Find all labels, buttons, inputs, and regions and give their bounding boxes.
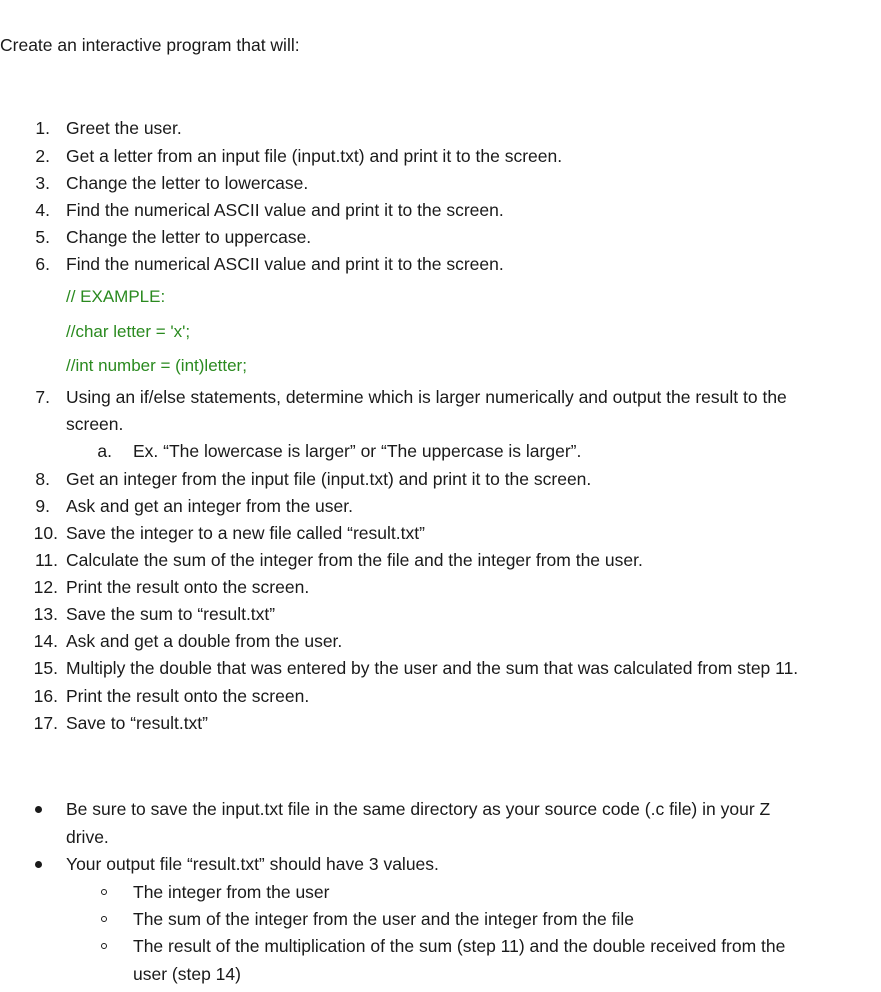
step-text: Calculate the sum of the integer from the file and the integer from the user. — [66, 550, 643, 570]
circle-bullet-icon — [101, 916, 107, 922]
sub-note-text: The integer from the user — [133, 882, 330, 902]
step-text: Multiply the double that was entered by the user and the sum that was calculated from step 11. — [66, 658, 799, 678]
step-number: 8. — [35, 469, 50, 489]
note-text: Be sure to save the input.txt file in the same directory as your source code (.c file) in your Z — [66, 799, 771, 819]
code-example-line: //int number = (int)letter; — [66, 356, 247, 375]
step-number: 7. — [35, 387, 50, 407]
circle-bullet-icon — [101, 889, 107, 895]
step-number: 3. — [35, 173, 50, 193]
step-number: 12. — [33, 577, 58, 597]
sub-step-label: a. — [97, 441, 112, 461]
step-text: Save the integer to a new file called “result.txt” — [66, 523, 425, 543]
step-number: 15. — [33, 658, 58, 678]
step-text: Ask and get an integer from the user. — [66, 496, 353, 516]
step-number: 1. — [35, 118, 50, 138]
step-number: 11. — [34, 550, 58, 570]
code-example-line: //char letter = 'x'; — [66, 322, 191, 341]
sub-step-text: Ex. “The lowercase is larger” or “The uppercase is larger”. — [133, 441, 582, 461]
step-text: Change the letter to uppercase. — [66, 227, 312, 247]
code-example-line: // EXAMPLE: — [66, 287, 166, 306]
sub-note-text: The sum of the integer from the user and the integer from the file — [133, 909, 634, 929]
circle-bullet-icon — [101, 943, 107, 949]
step-text: Get a letter from an input file (input.txt) and print it to the screen. — [66, 146, 563, 166]
step-number: 5. — [35, 227, 50, 247]
step-text: Ask and get a double from the user. — [66, 631, 343, 651]
step-number: 2. — [35, 146, 50, 166]
bullet-icon — [35, 806, 42, 813]
step-text: Print the result onto the screen. — [66, 577, 310, 597]
step-text: Change the letter to lowercase. — [66, 173, 309, 193]
step-number: 13. — [33, 604, 58, 624]
step-number: 16. — [33, 686, 58, 706]
step-number: 14. — [33, 631, 58, 651]
sub-note-text-continuation: user (step 14) — [133, 964, 241, 984]
note-text: Your output file “result.txt” should have 3 values. — [66, 854, 439, 874]
step-text: Get an integer from the input file (input.txt) and print it to the screen. — [66, 469, 592, 489]
sub-note-text: The result of the multiplication of the sum (step 11) and the double received from the — [133, 936, 786, 956]
step-number: 4. — [35, 200, 50, 220]
step-number: 9. — [35, 496, 50, 516]
intro-text: Create an interactive program that will: — [0, 35, 300, 55]
step-text: Save to “result.txt” — [66, 713, 208, 733]
note-text-continuation: drive. — [66, 827, 109, 847]
step-text: Using an if/else statements, determine which is larger numerically and output the result to the — [66, 387, 787, 407]
step-text: Print the result onto the screen. — [66, 686, 310, 706]
step-text: Find the numerical ASCII value and print it to the screen. — [66, 254, 504, 274]
step-text: Greet the user. — [66, 118, 182, 138]
bullet-icon — [35, 861, 42, 868]
step-text: Find the numerical ASCII value and print it to the screen. — [66, 200, 504, 220]
step-number: 6. — [35, 254, 50, 274]
step-text: Save the sum to “result.txt” — [66, 604, 276, 624]
step-number: 10. — [33, 523, 58, 543]
step-number: 17. — [33, 713, 58, 733]
step-text-continuation: screen. — [66, 414, 124, 434]
